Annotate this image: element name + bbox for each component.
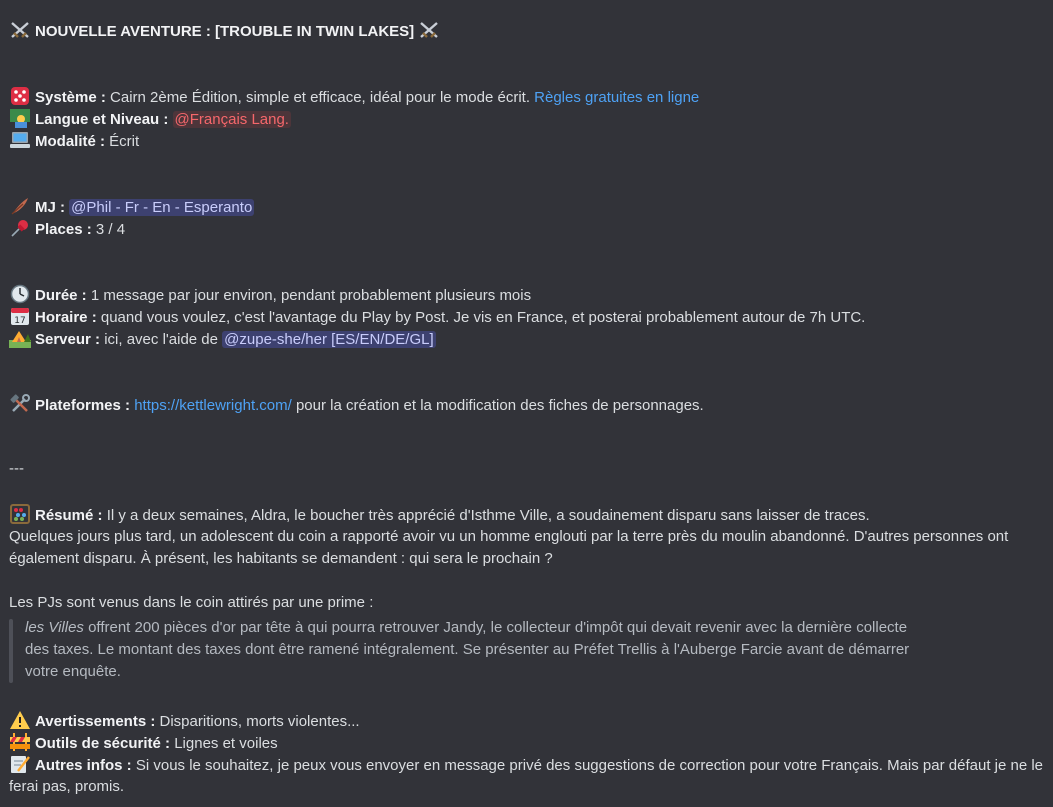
game-die-icon xyxy=(9,86,31,106)
user-mention-zupe[interactable]: @zupe-she/her [ES/EN/DE/GL] xyxy=(224,331,434,348)
systeme-label: Système : xyxy=(35,89,106,106)
plateformes-label: Plateformes : xyxy=(35,397,131,414)
quote-text1: offrent 200 pièces d'or par tête à qui pourra retrouver Jandy, le collecteur d'impôt qui devait revenir avec la dernière collecte xyxy=(88,619,908,636)
resume-line xyxy=(9,504,1045,527)
calendar-icon xyxy=(9,306,31,326)
pushpin-icon xyxy=(9,218,31,238)
autres-line2: ferai pas, promis. xyxy=(9,778,125,795)
autres-line xyxy=(9,754,1045,777)
horaire-text: quand vous voulez, c'est l'avantage du Play by Post. Je vis en France, et posterai probablement autour de 7h UTC. xyxy=(100,309,866,326)
quote-line1 xyxy=(25,617,955,639)
systeme-line xyxy=(9,86,1045,109)
langue-line xyxy=(9,108,1045,131)
avertissements-label: Avertissements : xyxy=(35,713,156,730)
svg-text:17: 17 xyxy=(14,316,26,326)
abacus-icon xyxy=(9,504,31,524)
horaire-label: Horaire : xyxy=(35,309,97,326)
quote-line2: des taxes. Le montant des taxes dont être ramené intégralement. Se présenter au Préfet Trellis à l'Auberge Farcie avant de démarrer xyxy=(25,641,910,658)
crossed-swords-icon xyxy=(418,20,440,40)
mj-label: MJ : xyxy=(35,199,65,216)
memo-icon xyxy=(9,754,31,774)
title-line xyxy=(9,20,1045,43)
duree-line xyxy=(9,284,1045,307)
camping-icon xyxy=(9,328,31,348)
langue-label: Langue et Niveau : xyxy=(35,111,169,128)
quote-line3: votre enquête. xyxy=(25,663,121,680)
modalite-text: Écrit xyxy=(109,133,140,150)
places-line xyxy=(9,218,1045,241)
avertissements-text: Disparitions, morts violentes... xyxy=(159,713,360,730)
serveur-label: Serveur : xyxy=(35,331,101,348)
outils-text: Lignes et voiles xyxy=(174,735,278,752)
post-title: NOUVELLE AVENTURE : [TROUBLE IN TWIN LAKES] xyxy=(35,23,415,40)
pjs-intro: Les PJs sont venus dans le coin attirés par une prime : xyxy=(9,594,374,611)
kettlewright-link[interactable]: https://kettlewright.com/ xyxy=(134,397,292,414)
separator: --- xyxy=(9,460,24,477)
role-mention-francais[interactable]: @Français Lang. xyxy=(174,111,289,128)
quote-em: les Villes xyxy=(25,619,84,636)
systeme-text: Cairn 2ème Édition, simple et efficace, idéal pour le mode écrit. xyxy=(110,89,530,106)
serveur-line xyxy=(9,328,1045,351)
resume-line2: Quelques jours plus tard, un adolescent du coin a rapporté avoir vu un homme englouti par la terre près du moulin abandonné. D'autres personnes ont xyxy=(9,528,1009,545)
laptop-icon xyxy=(9,130,31,150)
duree-label: Durée : xyxy=(35,287,87,304)
outils-line xyxy=(9,732,1045,755)
autres-text: Si vous le souhaitez, je peux vous envoyer en message privé des suggestions de correction pour votre Français. Mais par défaut je ne le xyxy=(135,757,1044,774)
resume-line1: Il y a deux semaines, Aldra, le boucher très apprécié d'Isthme Ville, a soudainement disparu sans laisser de traces. xyxy=(106,507,870,524)
outils-label: Outils de sécurité : xyxy=(35,735,171,752)
mj-line xyxy=(9,196,1045,219)
rules-link[interactable]: Règles gratuites en ligne xyxy=(534,89,700,106)
warning-icon xyxy=(9,710,31,730)
feather-icon xyxy=(9,196,31,216)
duree-text: 1 message par jour environ, pendant probablement plusieurs mois xyxy=(90,287,532,304)
serveur-text: ici, avec l'aide de xyxy=(104,331,218,348)
user-mention-phil[interactable]: @Phil - Fr - En - Esperanto xyxy=(71,199,253,216)
teacher-icon xyxy=(9,108,31,128)
crossed-swords-icon xyxy=(9,20,31,40)
places-label: Places : xyxy=(35,221,92,238)
plateformes-text: pour la création et la modification des fiches de personnages. xyxy=(295,397,704,414)
places-text: 3 / 4 xyxy=(95,221,126,238)
plateformes-line xyxy=(9,394,1045,417)
hammer-wrench-icon xyxy=(9,394,31,414)
alarm-clock-icon xyxy=(9,284,31,304)
resume-line3: également disparu. À présent, les habitants se demandent : qui sera le prochain ? xyxy=(9,550,553,567)
modalite-label: Modalité : xyxy=(35,133,105,150)
bounty-quote xyxy=(9,617,955,683)
resume-label: Résumé : xyxy=(35,507,103,524)
construction-icon xyxy=(9,732,31,752)
horaire-line xyxy=(9,306,1045,329)
autres-label: Autres infos : xyxy=(35,757,132,774)
avertissements-line xyxy=(9,710,1045,733)
modalite-line xyxy=(9,130,1045,153)
